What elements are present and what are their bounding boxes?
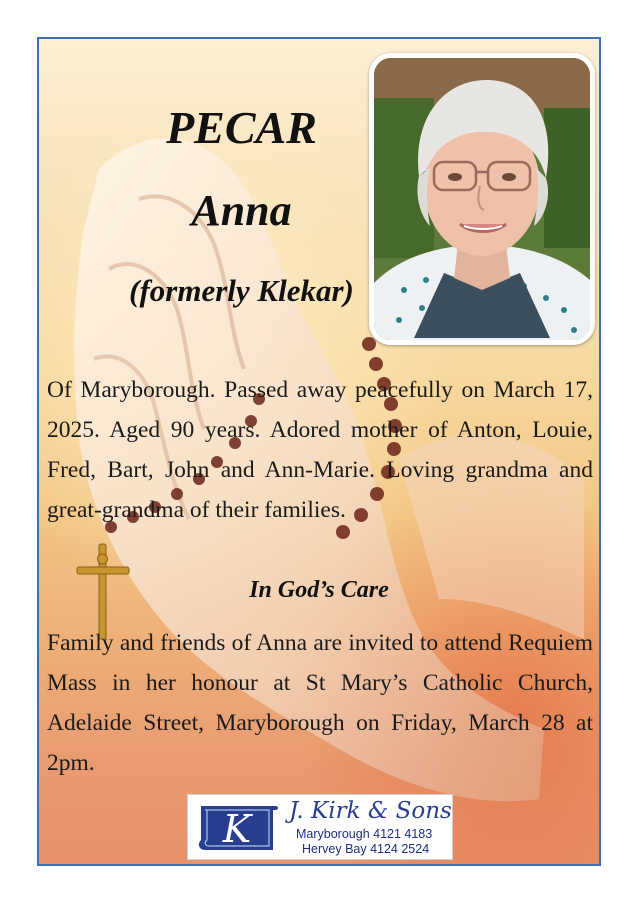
- hervey-bay-phone: Hervey Bay 4124 2524: [302, 842, 430, 856]
- funeral-details-paragraph: Family and friends of Anna are invited to attend Requiem Mass in her honour at St Mary’s Catholic Church, Adelaide Street, Maryborough on Friday, March 28 at 2pm.: [47, 630, 593, 776]
- kirk-monogram-icon: [195, 800, 281, 856]
- funeral-director-name: J. Kirk & Sons: [289, 798, 452, 824]
- portrait-photo: [369, 53, 595, 345]
- in-gods-care-heading: In God’s Care: [249, 577, 389, 603]
- surname-heading: PECAR: [166, 102, 317, 153]
- first-name-heading: Anna: [191, 186, 292, 235]
- funeral-director-logo: [187, 794, 453, 860]
- notice-frame: [37, 37, 601, 866]
- maryborough-phone: Maryborough 4121 4183: [296, 827, 433, 841]
- obituary-paragraph: Of Maryborough. Passed away peacefully on March 17, 2025. Aged 90 years. Adored mother of Anton, Louie, Fred, Bart, John and Ann-Marie. Loving grandma and great-grandma of their families.: [47, 377, 593, 523]
- former-name-heading: (formerly Klekar): [129, 273, 354, 308]
- svg-text:K: K: [222, 807, 252, 851]
